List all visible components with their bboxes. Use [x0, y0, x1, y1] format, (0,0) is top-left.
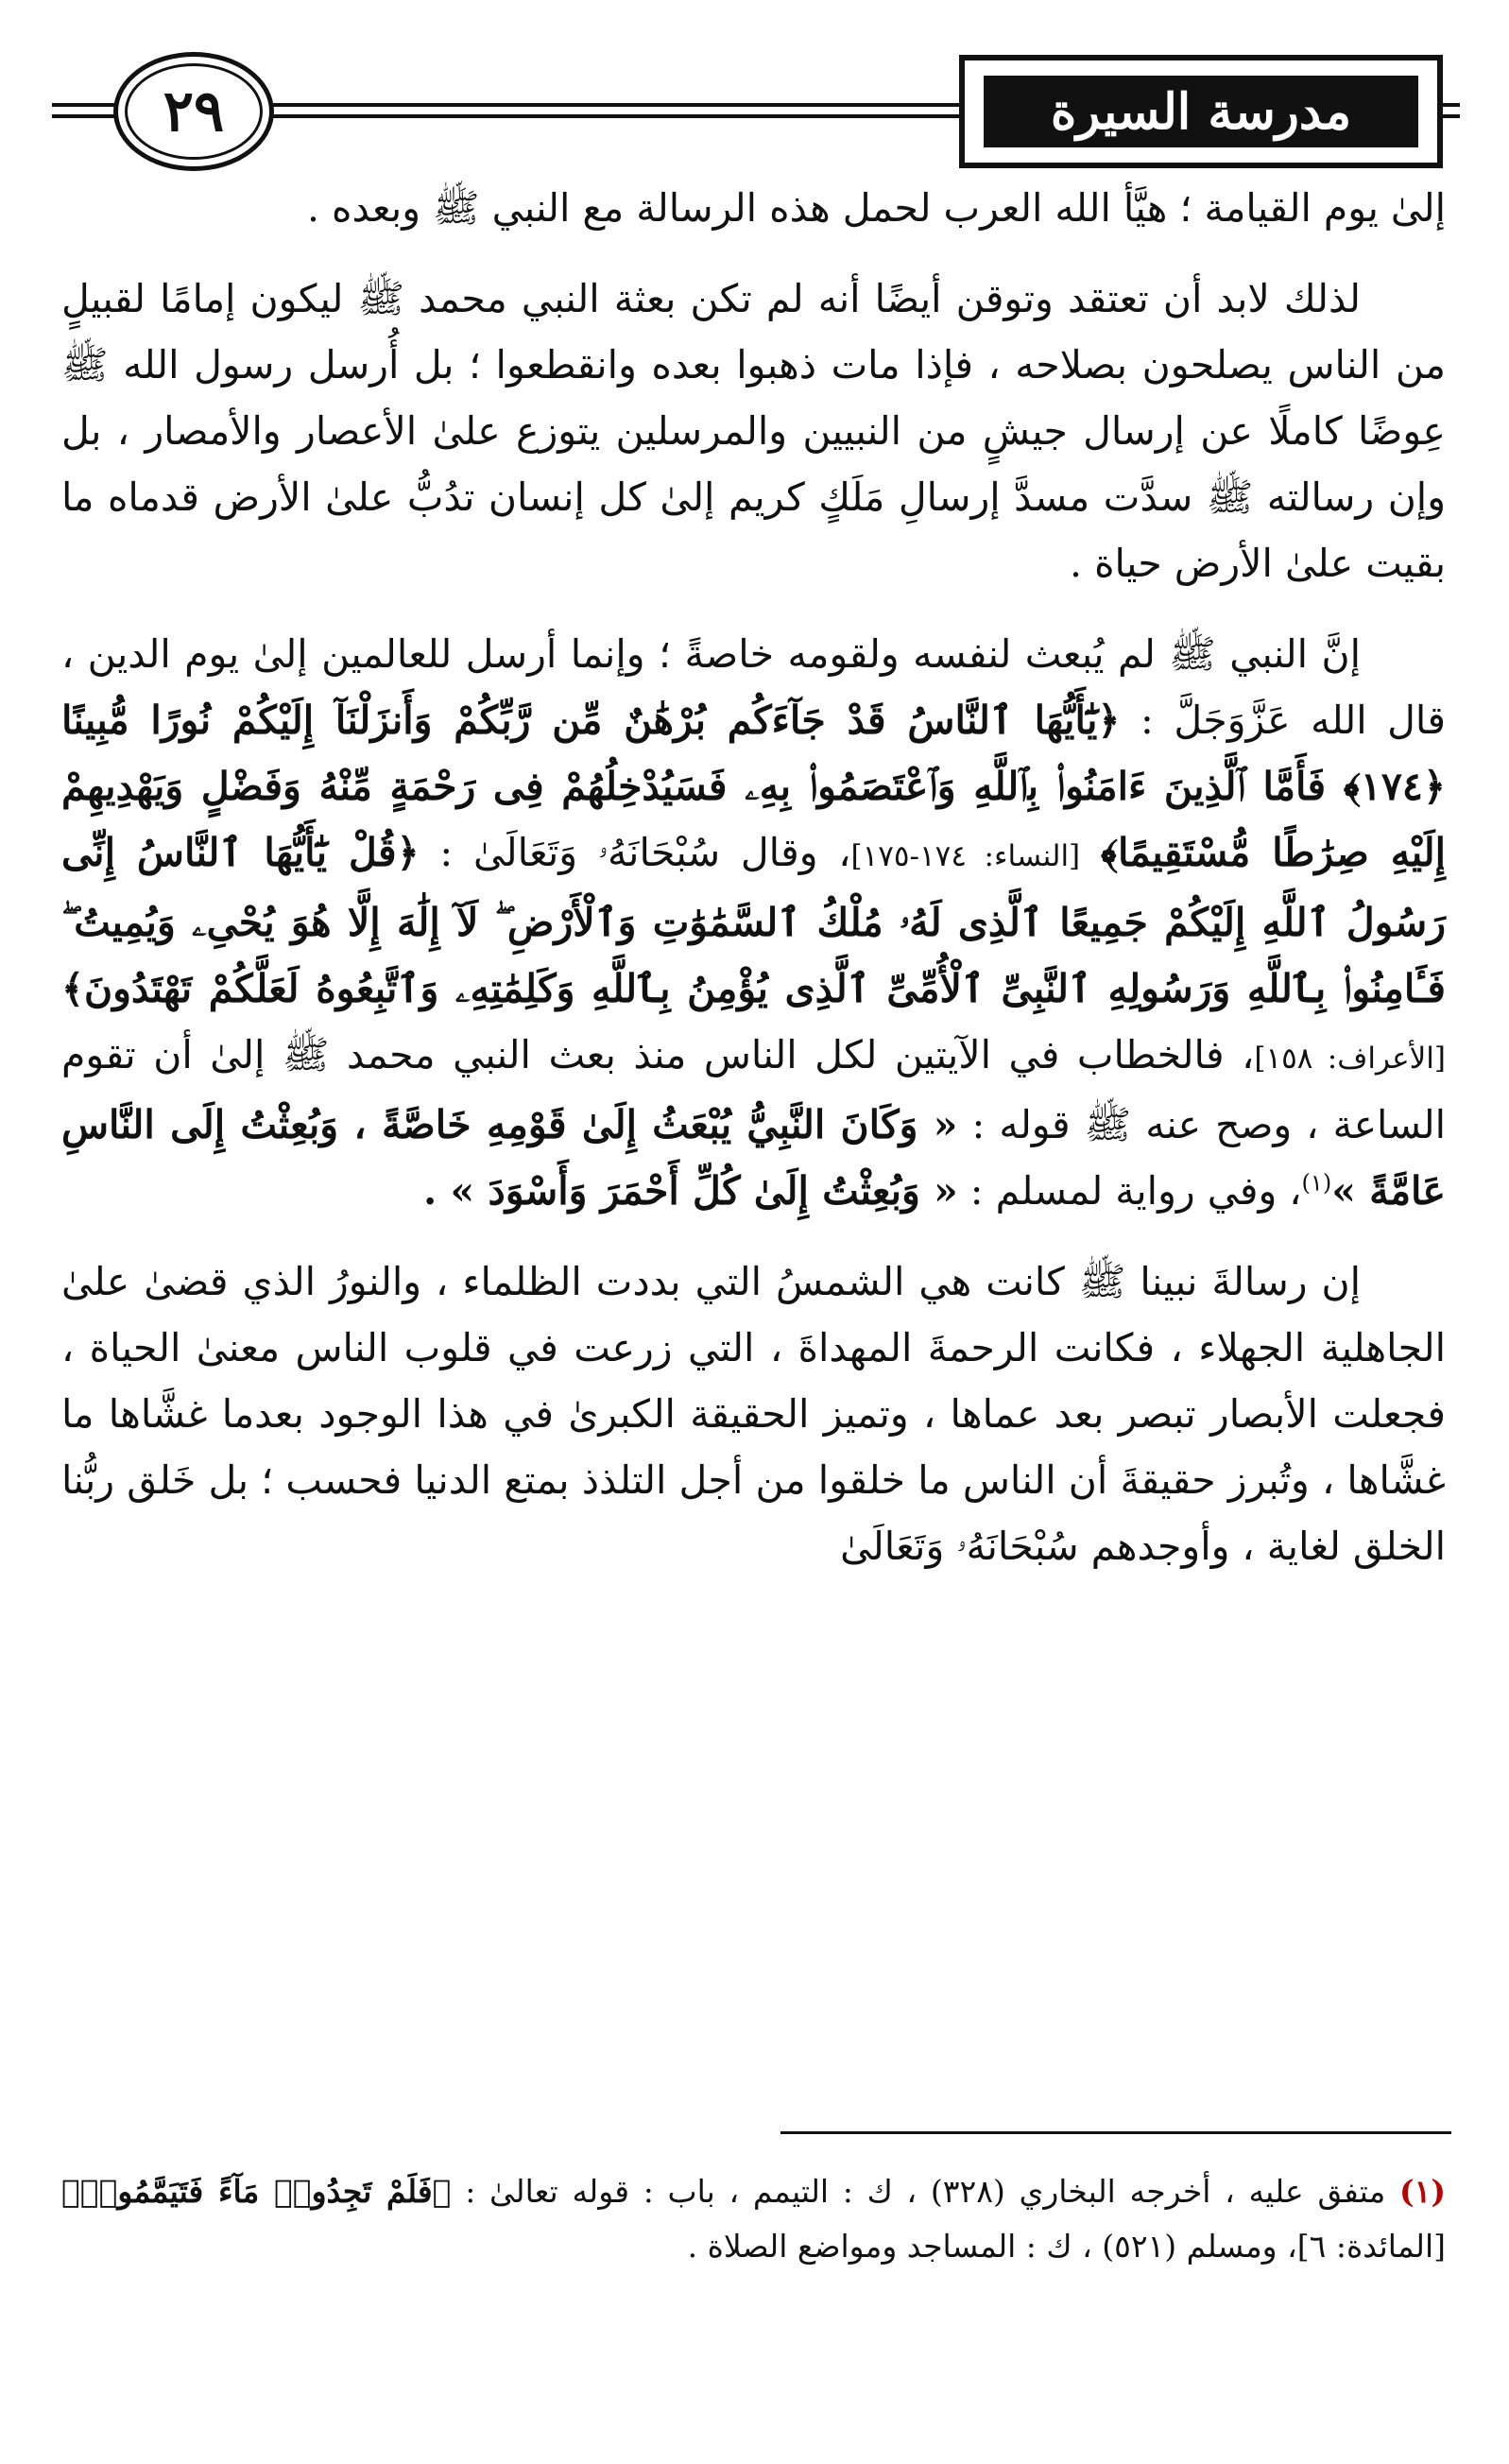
footnote-marker[interactable]: (١): [1301, 1169, 1332, 1197]
hadith-1: « وَكَانَ النَّبِيُّ يُبْعَثُ إِلَىٰ قَوْمِهِ خَاصَّةً ، وَبُعِثْتُ إِلَى النَّاسِ عَامَّةً »: [61, 1102, 1446, 1214]
book-title-frame: [959, 55, 1443, 168]
book-title: مدرسة السيرة: [984, 76, 1418, 147]
hadith-2: « وَبُعِثْتُ إِلَىٰ كُلِّ أَحْمَرَ وَأَسْوَدَ » .: [423, 1168, 958, 1214]
paragraph-3-end: ، وفي رواية لمسلم :: [969, 1168, 1302, 1214]
main-text: [61, 175, 1446, 1604]
footnote-verse: ﴿فَلَمْ تَجِدُوا۟ مَآءً فَتَيَمَّمُوا۟﴾: [61, 2173, 452, 2210]
page-header: [52, 52, 1460, 165]
footnotes: [61, 2164, 1446, 2274]
paragraph-2: لذلك لابد أن تعتقد وتوقن أيضًا أنه لم تكن بعثة النبي محمد ﷺ ليكون إمامًا لقبيلٍ من الناس يصلحون بصلاحه ، فإذا مات ذهبوا بعده وانقطعوا ؛ بل أُرسل رسول الله ﷺ عِوضًا كاملًا عن إرسال جيشٍ من النبيين والمرسلين يتوزع علىٰ الأعصار والأمصار ، بل وإن رسالته ﷺ سدَّت مسدَّ إرسالِ مَلَكٍ كريم إلىٰ كل إنسان تدُبُّ علىٰ الأرض قدماه ما بقيت علىٰ الأرض حياة .: [61, 276, 1446, 586]
footnote-text-1: متفق عليه ، أخرجه البخاري (٣٢٨) ، ك : التيمم ، باب : قوله تعالىٰ :: [465, 2173, 1386, 2210]
paragraph-3-after: ، فالخطاب في الآيتين لكل الناس منذ بعث النبي محمد ﷺ إلىٰ أن تقوم الساعة ، وصح عنه ﷺ قوله :: [61, 1032, 1446, 1147]
verse-ref-2: [الأعراف: ١٥٨]: [1254, 1042, 1446, 1076]
footnote-verse-ref: [المائدة: ٦]: [1296, 2228, 1446, 2265]
paragraph-3-intro: إنَّ النبي ﷺ لم يُبعث لنفسه ولقومه خاصةً ؛ وإنما أرسل للعالمين إلىٰ يوم الدين ، قال الله عَزَّوَجَلَّ :: [61, 631, 1447, 743]
page-number: ٢٩: [113, 52, 274, 171]
footnote-text-2: ، ومسلم (٥٢١) ، ك : المساجد ومواضع الصلاة .: [687, 2228, 1297, 2265]
verse-ref-1: [النساء: ١٧٤-١٧٥]: [850, 839, 1081, 873]
paragraph-1: إلىٰ يوم القيامة ؛ هيَّأ الله العرب لحمل هذه الرسالة مع النبي ﷺ وبعده .: [306, 185, 1446, 231]
quran-verse-2: ﴿قُلْ يَٰٓأَيُّهَا ٱلنَّاسُ إِنِّى رَسُولُ ٱللَّهِ إِلَيْكُمْ جَمِيعًا ٱلَّذِى لَهُۥ مُلْكُ ٱلسَّمَٰوَٰتِ وَٱلْأَرْضِ ۖ لَآ إِلَٰهَ إِلَّا هُوَ يُحْىِۦ وَيُمِيتُ ۖ فَـَٔامِنُوا۟ بِٱللَّهِ وَرَسُولِهِ ٱلنَّبِىِّ ٱلْأُمِّىِّ ٱلَّذِى يُؤْمِنُ بِٱللَّهِ وَكَلِمَٰتِهِۦ وَٱتَّبِعُوهُ لَعَلَّكُمْ تَهْتَدُونَ﴾: [61, 830, 1446, 1011]
footnote-divider: [780, 2131, 1451, 2134]
paragraph-4: إن رسالةَ نبينا ﷺ كانت هي الشمسُ التي بددت الظلماء ، والنورُ الذي قضىٰ علىٰ الجاهلية الجهلاء ، فكانت الرحمةَ المهداةَ ، التي زرعت في قلوب الناس معنىٰ الحياة ، فجعلت الأبصار تبصر بعد عماها ، وتميز الحقيقة الكبرىٰ في هذا الوجود بعدما غشَّاها ما غشَّاها ، وتُبرز حقيقةَ أن الناس ما خلقوا من أجل التلذذ بمتع الدنيا فحسب ؛ بل خَلق ربُّنا الخلق لغاية ، وأوجدهم سُبْحَانَهُۥ وَتَعَالَىٰ: [61, 1259, 1446, 1569]
paragraph-3-mid: ، وقال سُبْحَانَهُۥ وَتَعَالَىٰ :: [439, 830, 851, 875]
quran-verse-1: ﴿يَٰٓأَيُّهَا ٱلنَّاسُ قَدْ جَآءَكُم بُرْهَٰنٌ مِّن رَّبِّكُمْ وَأَنزَلْنَآ إِلَيْكُمْ نُورًا مُّبِينًا ﴿١٧٤﴾ فَأَمَّا ٱلَّذِينَ ءَامَنُوا۟ بِٱللَّهِ وَٱعْتَصَمُوا۟ بِهِۦ فَسَيُدْخِلُهُمْ فِى رَحْمَةٍ مِّنْهُ وَفَضْلٍ وَيَهْدِيهِمْ إِلَيْهِ صِرَٰطًا مُّسْتَقِيمًا﴾: [61, 698, 1446, 875]
paragraph-3: [61, 621, 1446, 1224]
footnote-number: (١): [1399, 2173, 1446, 2210]
